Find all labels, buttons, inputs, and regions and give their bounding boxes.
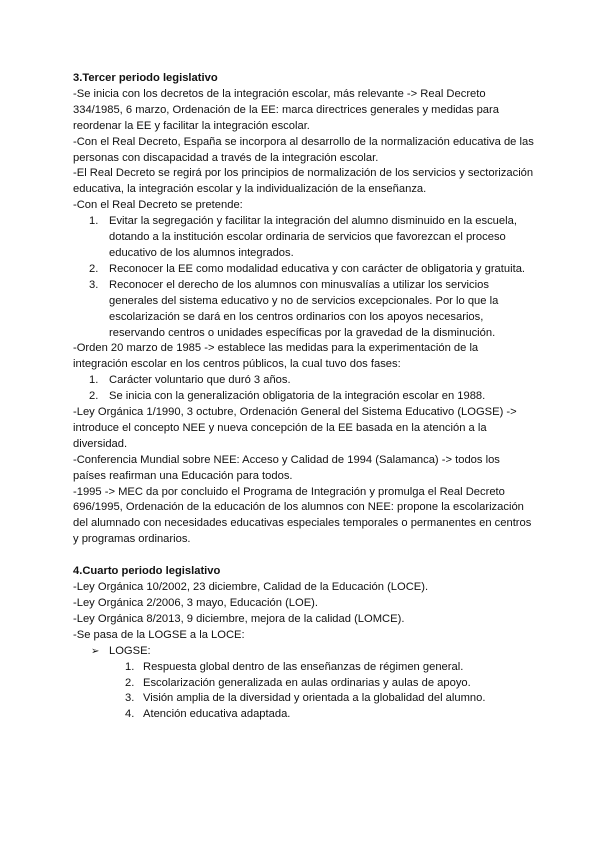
logse-bullet [73, 644, 535, 660]
list-item [73, 660, 535, 676]
list-text: Reconocer la EE como modalidad educativa y con carácter de obligatoria y gratuita. [109, 262, 526, 275]
section-3-paragraph: -Se inicia con los decretos de la integración escolar, más relevante -> Real Decreto 334/1985, 6 marzo, Ordenación de la EE: marca directrices generales y medidas para reordenar la EE y facilitar la integración escolar. [73, 87, 499, 132]
list-item [73, 691, 535, 707]
list-item [73, 373, 535, 389]
section-3-paragraph: -El Real Decreto se regirá por los principios de normalización de los servicios y sectorización educativa, la integración escolar y la individualización de la enseñanza. [73, 167, 534, 196]
list-number: 2. [89, 262, 99, 275]
section-3-heading: 3.Tercer periodo legislativo [73, 72, 218, 84]
section-3-paragraph: -Con el Real Decreto, España se incorpora al desarrollo de la normalización educativa de las personas con discapacidad a través de la integración escolar. [73, 135, 534, 164]
list-item [73, 676, 535, 692]
section-3-paragraph: -Con el Real Decreto se pretende: [73, 199, 243, 212]
list-number: 1. [125, 660, 135, 673]
list-number: 2. [89, 390, 99, 403]
section-4-paragraph: -Ley Orgánica 8/2013, 9 diciembre, mejora de la calidad (LOMCE). [73, 612, 405, 625]
phases-list [73, 373, 535, 405]
paragraph-gap [73, 548, 535, 564]
list-text: Carácter voluntario que duró 3 años. [109, 374, 291, 387]
list-text: Visión amplia de la diversidad y orientada a la globalidad del alumno. [143, 692, 486, 705]
section-3-paragraph: -Orden 20 marzo de 1985 -> establece las medidas para la experimentación de la integración escolar en los centros públicos, la cual tuvo dos fases: [73, 342, 479, 371]
list-item [73, 214, 535, 262]
list-text: Evitar la segregación y facilitar la integración del alumno disminuido en la escuela, dotando a la institución escolar ordinaria de servicios que favorezcan el proceso educativo de los alumnos integrados. [109, 215, 517, 259]
list-text: Atención educativa adaptada. [143, 708, 291, 721]
list-number: 3. [89, 278, 99, 291]
list-text: Se inicia con la generalización obligatoria de la integración escolar en 1988. [109, 390, 486, 403]
list-text: Reconocer el derecho de los alumnos con minusvalías a utilizar los servicios generales del sistema educativo y no de servicios excepcionales. Por lo que la escolarización se dará en los centros ordinarios con los apoyos necesarios, reservando centros o unidades específicas por la gravedad de la disminución. [109, 278, 499, 339]
list-text: Escolarización generalizada en aulas ordinarias y aulas de apoyo. [143, 676, 471, 689]
list-number: 1. [89, 215, 99, 228]
list-number: 3. [125, 692, 135, 705]
section-4-paragraph: -Ley Orgánica 2/2006, 3 mayo, Educación (LOE). [73, 597, 319, 609]
document-page [73, 71, 535, 723]
section-3-paragraph: -1995 -> MEC da por concluido el Programa de Integración y promulga el Real Decreto 696/1995, Ordenación de la educación de los alumnos con NEE: propone la escolarización del alumnado con necesidades educativas especiales temporales o permanentes en centros y programas ordinarios. [73, 485, 532, 546]
arrowhead-bullet-icon: ➢ [91, 645, 100, 657]
list-number: 1. [89, 374, 99, 387]
list-item [73, 262, 535, 278]
section-4-heading: 4.Cuarto periodo legislativo [73, 565, 221, 578]
bullet-text: LOGSE: [109, 644, 151, 657]
section-3-paragraph: -Ley Orgánica 1/1990, 3 octubre, Ordenación General del Sistema Educativo (LOGSE) -> introduce el concepto NEE y nueva concepción de la EE basada en la atención a la diversidad. [73, 406, 517, 450]
section-4-paragraph: -Ley Orgánica 10/2002, 23 diciembre, Calidad de la Educación (LOCE). [73, 581, 429, 594]
list-number: 4. [125, 708, 135, 721]
list-number: 2. [125, 676, 135, 689]
list-item [73, 278, 535, 342]
section-4-paragraph: -Se pasa de la LOGSE a la LOCE: [73, 628, 245, 641]
list-item [73, 707, 535, 723]
logse-list [73, 660, 535, 724]
list-text: Respuesta global dentro de las enseñanzas de régimen general. [143, 660, 464, 673]
list-item [73, 389, 535, 405]
aims-list [73, 214, 535, 341]
section-3-paragraph: -Conferencia Mundial sobre NEE: Acceso y Calidad de 1994 (Salamanca) -> todos los países reafirman una Educación para todos. [73, 453, 500, 482]
